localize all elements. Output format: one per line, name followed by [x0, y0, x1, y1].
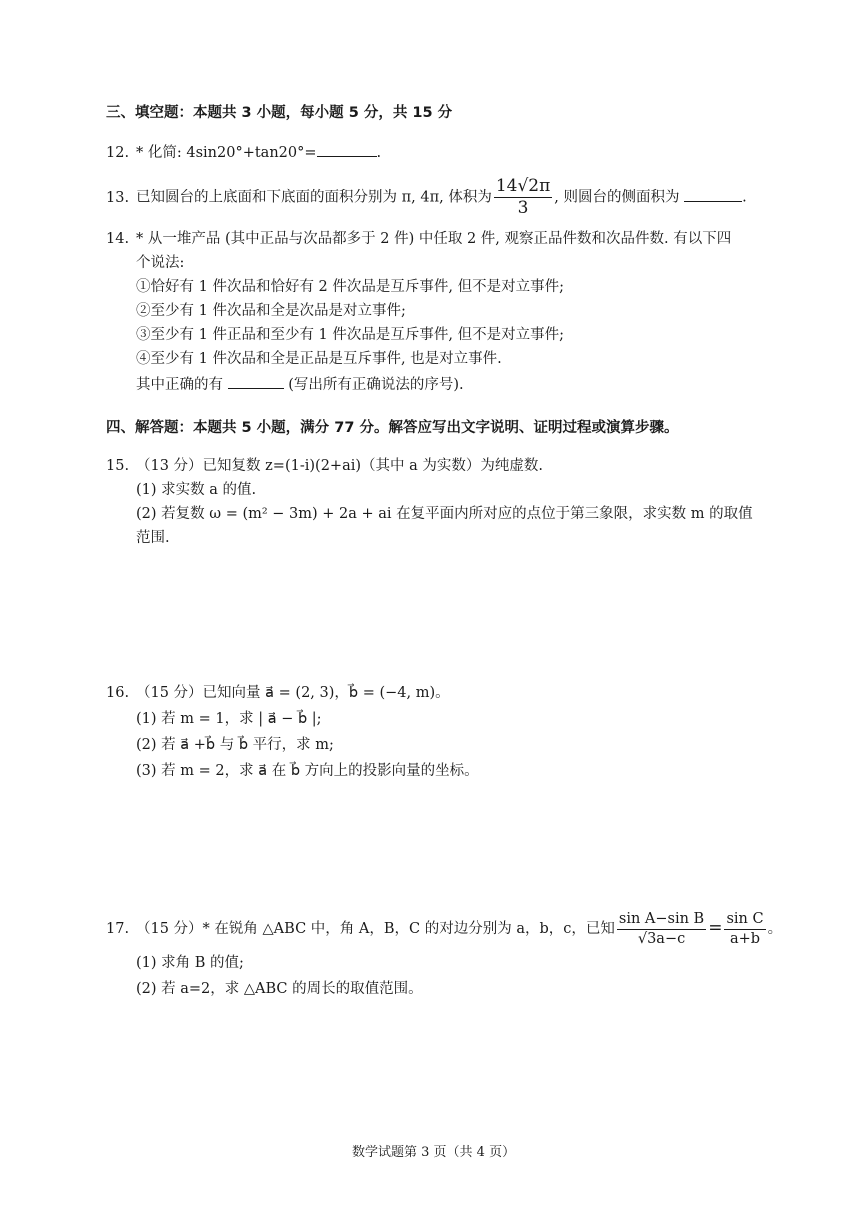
sine-ratio-left	[617, 912, 706, 946]
question-number: 17.	[106, 921, 130, 937]
answer-suffix: (写出所有正确说法的序号).	[288, 377, 464, 393]
statement-4: ④至少有 1 件次品和全是正品是互斥事件, 也是对立事件.	[136, 351, 502, 367]
question-17	[106, 912, 782, 946]
question-17-part-1: (1) 求角 B 的值;	[136, 955, 244, 971]
section-3-header: 三、填空题：本题共 3 小题，每小题 5 分，共 15 分	[106, 105, 453, 121]
question-14-answer	[136, 376, 464, 393]
statement-3: ③至少有 1 件正品和至少有 1 件次品是互斥事件, 但不是对立事件;	[136, 327, 564, 343]
question-number: 12.	[106, 145, 130, 161]
volume-fraction	[494, 178, 552, 217]
question-text: * 从一堆产品 (其中正品与次品都多于 2 件) 中任取 2 件, 观察正品件数和次品件数. 有以下四	[136, 231, 732, 247]
question-15-part-2: (2) 若复数 ω = (m² − 3m) + 2a + ai 在复平面内所对应的点位于第三象限，求实数 m 的取值	[136, 506, 753, 522]
question-text: 已知圆台的上底面和下底面的面积分别为 π, 4π, 体积为	[136, 189, 492, 206]
question-number: 14.	[106, 231, 130, 247]
question-13	[106, 178, 747, 217]
section-4-header: 四、解答题：本题共 5 小题，满分 77 分。解答应写出文字说明、证明过程或演算步骤。	[106, 420, 679, 436]
statement-2: ②至少有 1 件次品和全是次品是对立事件;	[136, 303, 406, 319]
question-17-part-2: (2) 若 a=2，求 △ABC 的周长的取值范围。	[136, 981, 423, 997]
fraction-numerator: sin A−sin B	[617, 912, 706, 930]
question-16-part-1: (1) 若 m = 1，求 | a⃗ − b⃗ |;	[136, 711, 322, 727]
question-16-part-2: (2) 若 a⃗ +b⃗ 与 b⃗ 平行，求 m;	[136, 737, 334, 753]
question-15-part-1: (1) 求实数 a 的值.	[136, 482, 257, 498]
sine-ratio-right	[724, 912, 765, 946]
fraction-numerator: sin C	[724, 912, 765, 930]
question-number: 15.	[106, 458, 130, 474]
answer-blank	[317, 144, 377, 157]
question-stem: （15 分）已知向量 a⃗ = (2, 3)，b⃗ = (−4, m)。	[136, 685, 450, 701]
question-16	[106, 686, 450, 701]
question-stem: （15 分）* 在锐角 △ABC 中，角 A，B，C 的对边分别为 a，b，c，已知	[136, 921, 615, 937]
question-stem: （13 分）已知复数 z=(1-i)(2+ai)（其中 a 为实数）为纯虚数.	[136, 458, 543, 474]
question-15-part-2-cont: 范围.	[136, 530, 170, 546]
question-number: 13.	[106, 189, 130, 206]
punctuation: .	[376, 145, 382, 161]
question-12	[106, 144, 381, 161]
question-text-after: , 则圆台的侧面积为	[554, 189, 680, 206]
question-text: * 化简: 4sin20°+tan20°=	[136, 145, 317, 161]
statement-1: ①恰好有 1 件次品和恰好有 2 件次品是互斥事件, 但不是对立事件;	[136, 279, 564, 295]
question-14-line-1	[106, 232, 731, 247]
answer-prefix: 其中正确的有	[136, 377, 223, 393]
punctuation: 。	[767, 921, 783, 937]
fraction-denominator: √3a−c	[637, 930, 686, 947]
question-14-line-2: 个说法:	[136, 255, 185, 271]
answer-blank	[684, 189, 742, 202]
answer-blank	[228, 376, 284, 389]
question-16-part-3: (3) 若 m = 2，求 a⃗ 在 b⃗ 方向上的投影向量的坐标。	[136, 763, 479, 779]
page-footer: 数学试题第 3 页（共 4 页）	[352, 1145, 516, 1160]
fraction-denominator: 3	[517, 198, 529, 218]
equals-sign: =	[708, 918, 723, 938]
question-number: 16.	[106, 685, 130, 701]
punctuation: .	[742, 189, 747, 206]
question-15	[106, 459, 543, 474]
fraction-denominator: a+b	[729, 930, 761, 947]
fraction-numerator: 14√2π	[495, 176, 551, 196]
